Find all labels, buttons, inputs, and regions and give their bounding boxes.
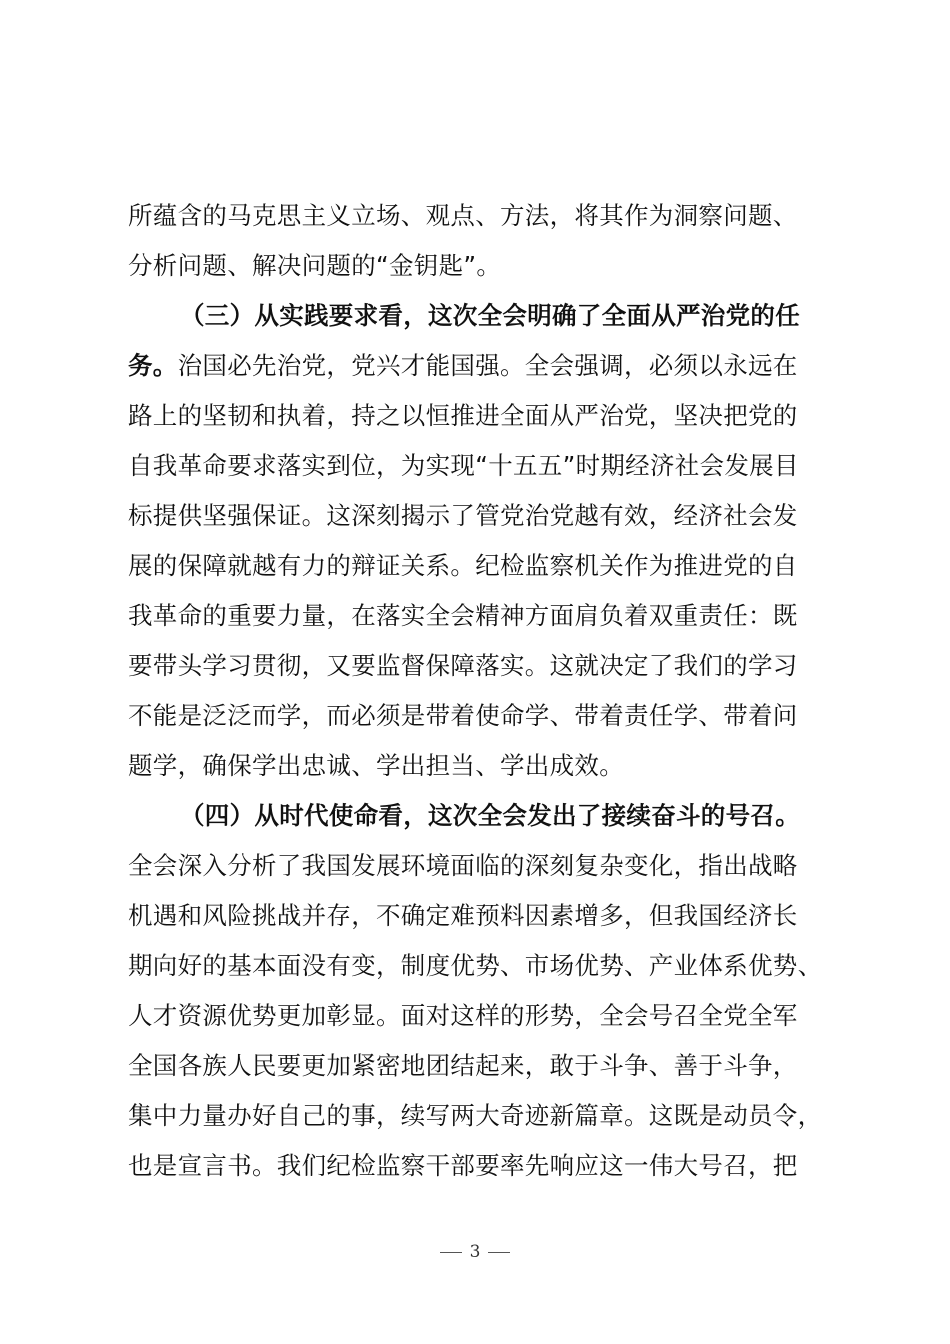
text-line: [128, 191, 844, 241]
text-line: [128, 841, 844, 891]
text-segment: 机遇和风险挑战并存，不确定难预料因素增多，但我国经济长: [128, 901, 798, 930]
dash-left: [440, 1252, 462, 1253]
text-line: [128, 1141, 844, 1191]
text-segment: 不能是泛泛而学，而必须是带着使命学、带着责任学、带着问: [128, 701, 798, 730]
section-heading-3: [128, 291, 844, 341]
text-line: [128, 1091, 844, 1141]
section-heading-text: （三）从实践要求看，这次全会明确了全面从严治党的任: [180, 301, 800, 330]
text-line: [128, 691, 844, 741]
text-line: [128, 941, 844, 991]
text-line: [128, 591, 844, 641]
text-segment: 治国必先治党，党兴才能国强。全会强调，必须以永远在: [177, 351, 798, 380]
text-segment: 展的保障就越有力的辩证关系。纪检监察机关作为推进党的自: [128, 551, 798, 580]
text-segment: 要带头学习贯彻，又要监督保障落实。这就决定了我们的学习: [128, 651, 798, 680]
page-number: 3: [469, 1242, 481, 1262]
text-segment: 标提供坚强保证。这深刻揭示了管党治党越有效，经济社会发: [128, 501, 798, 530]
text-line: [128, 541, 844, 591]
text-line: [128, 441, 844, 491]
document-body: [128, 191, 844, 1191]
text-line: [128, 391, 844, 441]
text-segment: 全会深入分析了我国发展环境面临的深刻复杂变化，指出战略: [128, 851, 798, 880]
text-segment: 分析问题、解决问题的“金钥匙”。: [128, 251, 502, 280]
section-heading-text: （四）从时代使命看，这次全会发出了接续奋斗的号召。: [180, 801, 800, 830]
text-segment: 也是宣言书。我们纪检监察干部要率先响应这一伟大号召，把: [128, 1151, 798, 1180]
text-segment: 我革命的重要力量，在落实全会精神方面肩负着双重责任：既: [128, 601, 798, 630]
text-segment: 全国各族人民要更加紧密地团结起来，敢于斗争、善于斗争，: [128, 1051, 798, 1080]
text-line: [128, 641, 844, 691]
text-line: [128, 341, 844, 391]
section-heading-4: [128, 791, 844, 841]
text-line: [128, 241, 844, 291]
section-heading-text-end: 务。: [128, 351, 178, 380]
text-line: [128, 1041, 844, 1091]
text-line: [128, 741, 844, 791]
text-segment: 人才资源优势更加彰显。面对这样的形势，全会号召全党全军: [128, 1001, 798, 1030]
text-segment: 路上的坚韧和执着，持之以恒推进全面从严治党，坚决把党的: [128, 401, 798, 430]
text-segment: 集中力量办好自己的事，续写两大奇迹新篇章。这既是动员令，: [128, 1101, 823, 1130]
text-segment: 自我革命要求落实到位，为实现“十五五”时期经济社会发展目: [128, 451, 799, 480]
page-footer: [0, 1242, 950, 1262]
text-line: [128, 491, 844, 541]
text-line: [128, 891, 844, 941]
dash-right: [488, 1252, 510, 1253]
text-segment: 题学，确保学出忠诚、学出担当、学出成效。: [128, 751, 624, 780]
text-segment: 期向好的基本面没有变，制度优势、市场优势、产业体系优势、: [128, 951, 823, 980]
text-line: [128, 991, 844, 1041]
text-segment: 所蕴含的马克思主义立场、观点、方法，将其作为洞察问题、: [128, 201, 798, 230]
